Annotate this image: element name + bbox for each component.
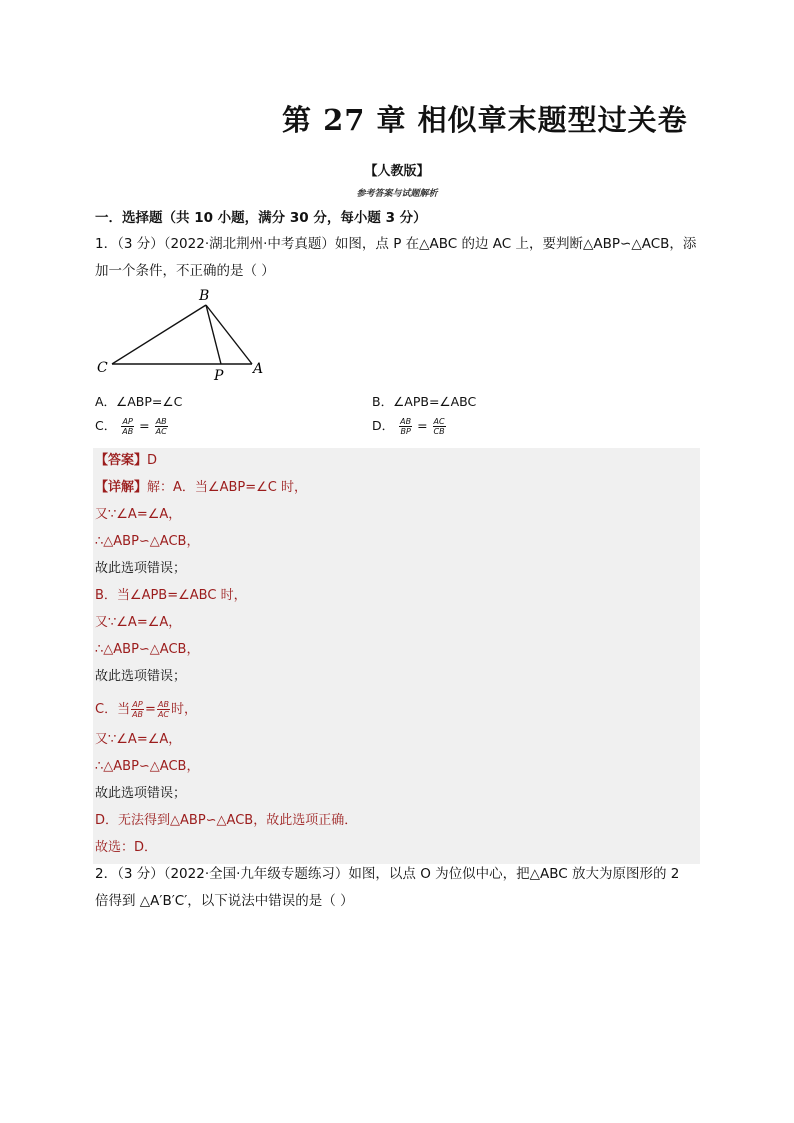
detail-line-2: 又∵∠A=∠A， [95, 507, 182, 522]
question-1-line-2: 加一个条件，不正确的是（ ） [95, 263, 275, 279]
detail-text: 解：A．当∠ABP=∠C 时， [147, 480, 307, 495]
vertex-label-b: B [199, 288, 210, 304]
page-title: 第 27 章 相似章末题型过关卷 [282, 103, 688, 137]
option-d-fraction-2 [433, 417, 446, 436]
option-a: A．∠ABP=∠C [95, 394, 183, 409]
vertex-label-c: C [97, 360, 108, 376]
detail-line-4: 故此选项错误； [95, 561, 187, 576]
option-c-fraction-1 [121, 417, 134, 436]
detail-line-10: 又∵∠A=∠A， [95, 732, 182, 747]
option-c [95, 416, 169, 436]
option-c-fraction-2 [155, 417, 168, 436]
subtitle: 参考答案与试题解析 [356, 189, 438, 199]
fraction-numerator: AB [400, 417, 412, 426]
fraction-denominator: AB [132, 710, 144, 719]
fraction-denominator: AC [157, 710, 170, 719]
vertex-label-a: A [253, 361, 264, 377]
vertex-label-p: P [214, 368, 224, 384]
triangle-figure [92, 284, 277, 384]
question-1-text [95, 231, 700, 285]
fraction-denominator: AC [155, 427, 167, 436]
detail-line-12: 故此选项错误； [95, 786, 187, 801]
equals-sign: = [139, 418, 150, 433]
fraction-numerator: AB [155, 417, 167, 426]
option-c-prefix: C． [95, 418, 117, 433]
fraction-numerator: AP [122, 417, 133, 426]
detail-line-8: 故此选项错误； [95, 669, 187, 684]
detail-line-13: D．无法得到△ABP∽△ACB，故此选项正确． [95, 813, 358, 828]
question-2-line-1: 2．（3 分）（2022·全国·九年级专题练习）如图，以点 O 为位似中心，把△ABC 放大为原图形的 2 [95, 866, 680, 882]
fraction-numerator: AC [433, 417, 445, 426]
option-b: B．∠APB=∠ABC [372, 394, 477, 409]
question-2-line-2: 倍得到 △A′B′C′，以下说法中错误的是（ ） [95, 893, 354, 909]
answer-tag: 【答案】 [95, 453, 148, 468]
detail-line-9-suffix: 时， [171, 702, 198, 717]
detail-line-9 [95, 696, 197, 723]
option-d [372, 416, 447, 436]
edge-cb [112, 305, 206, 364]
detail-tag: 【详解】 [95, 480, 148, 495]
detail-line-9-prefix: C．当 [95, 702, 131, 717]
detail-fraction-2 [157, 700, 170, 719]
detail-line-14: 故选：D． [95, 840, 158, 855]
option-d-prefix: D． [372, 418, 395, 433]
fraction-denominator: AB [122, 427, 134, 436]
question-1-line-1: 1．（3 分）（2022·湖北荆州·中考真题）如图，点 P 在△ABC 的边 AC 上，要判断△ABP∽△ACB，添 [95, 236, 697, 252]
fraction-numerator: AP [132, 700, 143, 709]
detail-line-11: ∴△ABP∽△ACB， [95, 759, 200, 774]
fraction-denominator: BP [400, 427, 411, 436]
detail-line-7: ∴△ABP∽△ACB， [95, 642, 200, 657]
section-header: 一．选择题（共 10 小题，满分 30 分，每小题 3 分） [95, 210, 427, 226]
fraction-numerator: AB [158, 700, 169, 709]
detail-fraction-1 [131, 700, 144, 719]
option-d-fraction-1 [399, 417, 412, 436]
equals-sign: = [145, 702, 156, 717]
detail-line-3: ∴△ABP∽△ACB， [95, 534, 200, 549]
detail-line-5: B．当∠APB=∠ABC 时， [95, 588, 247, 603]
equals-sign: = [417, 418, 428, 433]
detail-line-6: 又∵∠A=∠A， [95, 615, 182, 630]
answer-value: D [147, 453, 158, 468]
fraction-denominator: CB [433, 427, 445, 436]
detail-line-1 [95, 474, 307, 501]
question-2-text [95, 861, 700, 915]
answer-line [95, 447, 157, 474]
edition-label: 【人教版】 [364, 164, 430, 179]
